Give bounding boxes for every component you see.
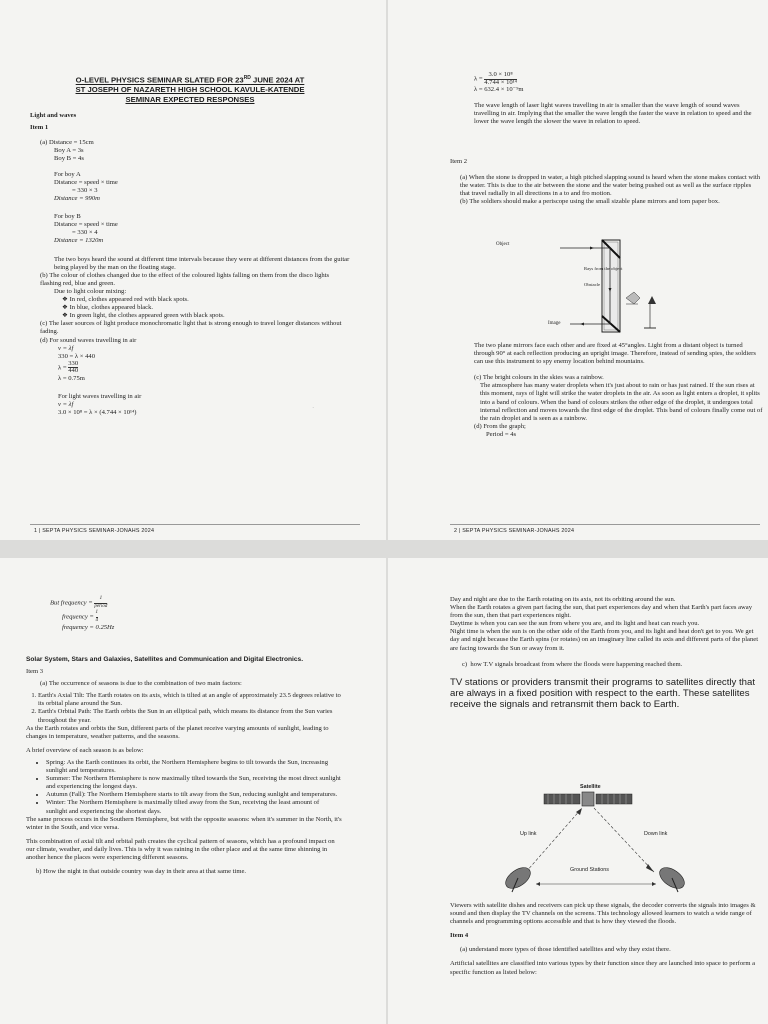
item-4-a: (a) understand more types of those identified satellites and why they exist there.: [460, 946, 671, 954]
eq-light-2: 3.0 × 10⁸ = λ × (4.744 × 10¹⁴): [58, 409, 137, 417]
page-3: [0, 558, 386, 1024]
seasons-list: [34, 759, 342, 816]
hemisphere-paragraph: The same process occurs in the Southern Hemisphere, but with the opposite seasons: when it's summer in the North, it's winter in the South, and vice versa.: [26, 815, 344, 831]
viewers-paragraph: Viewers with satellite dishes and receivers can pick up these signals, the decoder converts the signals into images & sound and then display the TV channels on the screens. This technology allowed learners to watch a wide range of channels and programming options accessible and that is how they viewed the floods.: [450, 902, 758, 926]
boy-a-time: Boy A = 3s: [54, 146, 84, 154]
satellite-diagram: [496, 784, 696, 894]
boy-a-sub: = 330 × 3: [72, 187, 98, 194]
freq-line-1: But frequency = $\frac{1}{\text{period}}$: [50, 596, 108, 609]
diagram-label-satellite: Satellite: [580, 784, 601, 790]
diagram-label-ground: Ground Stations: [570, 867, 609, 873]
page-2-item2: [450, 158, 762, 206]
title-line-1: O-LEVEL PHYSICS SEMINAR SLATED FOR 23RD JUNE 2024 AT: [75, 75, 305, 85]
overview-line: A brief overview of each season is as below:: [26, 746, 144, 754]
footer-rule: [450, 524, 760, 525]
item-3-a: (a) The occurrence of seasons is due to the combination of two main factors:: [40, 680, 242, 688]
season-item: • Summer: The Northern Hemisphere is now maximally tilted towards the Sun, receiving the most direct sunlight and experiencing the longest days.: [46, 775, 342, 791]
diagram-label-obstacle: Obstacle: [584, 282, 601, 287]
bullet-red: ❖ In red, clothes appeared red with black spots.: [62, 296, 189, 304]
day-night-1: Day and night are due to the Earth rotating on its axis, not its orbiting around the sun.: [450, 596, 676, 603]
boy-a-label: For boy A: [54, 170, 81, 178]
part-b: (b) The colour of clothes changed due to the effect of the coloured lights falling on them from the disco lights flashing red, blue and green.: [40, 271, 331, 287]
day-night-2: When the Earth rotates a given part facing the sun, that part experiences day and when that Earth's part faces away from the sun, then that part experiences night.: [450, 604, 754, 620]
page-1-footer: 1 | SEPTA PHYSICS SEMINAR-JONAHS 2024: [34, 528, 155, 534]
eq-sound-4: λ = 0.75m: [58, 374, 85, 382]
boy-b-formula: Distance = speed × time: [54, 221, 118, 229]
eq-light-1: v = λf: [58, 400, 74, 408]
tv-signal-paragraph: TV stations or providers transmit their programs to satellites directly that are always in a fixed position with respect to the earth. These satellites receive the signals and retransmit them back to Earth.: [450, 676, 758, 711]
item-2-b: (b) The soldiers should make a periscope using the small sizable plane mirrors and torn paper box.: [460, 198, 720, 206]
satellite-types-paragraph: Artificial satellites are classified into various types by their function since they are launched into space to perform a specific function as listed below:: [450, 960, 757, 976]
item-2-heading: Item 2: [450, 158, 468, 165]
page-4-content: [450, 596, 762, 710]
page-4-lower: [450, 902, 762, 977]
item-3-b: b) How the night in that outside country was day in their area at that same time.: [36, 868, 247, 876]
light-head: For light waves travelling in air: [58, 392, 142, 400]
freq-line-2: frequency = $\frac{1}{4}$: [62, 610, 99, 623]
eq-sound-3: λ = $\frac{330}{440}$: [58, 359, 79, 375]
lambda-fraction: λ = $\frac{\text{3.0 × 10⁸}}{\text{4.744 × 10¹⁴}}$: [474, 71, 517, 86]
scan-speck: ·: [312, 404, 315, 412]
item-3-heading: Item 3: [26, 668, 44, 676]
item-2-a: (a) When the stone is dropped in water, a high pitched slapping sound is heard when the stone makes contact with the water. This is due to the air between the stone and the water being pushed out as well as the surface ripples that travel radially in all directions in a to and fro motion.: [460, 174, 762, 198]
day-night-3: Daytime is when you can see the sun from where you are, and its light and heat can reach you.: [450, 620, 700, 628]
item-2-d: (d) From the graph;: [474, 422, 526, 430]
season-item: • Autumn (Fall): The Northern Hemisphere starts to tilt away from the Sun, reducing sunlight and temperatures.: [46, 791, 342, 799]
part-d: (d) For sound waves travelling in air: [40, 336, 137, 344]
part-c: (c) The laser sources of light produce monochromatic light that is strong enough to travel longer distances without fading.: [40, 320, 344, 336]
diagram-label-rays: Rays from the object: [584, 266, 623, 271]
rainbow-paragraph: The atmosphere has many water droplets when it's just about to rain or has just rained. If the sun rises at this moment, rays of light will strike the water droplets in the air. As soon as light enters a droplet, it splits into a band of colours. When the band of colours strikes the other edge of the droplet, it undergoes total internal reflection and moves towards the first edge of the droplet. This band of colours finally come out of the rain droplet and is seen as a rainbow.: [480, 382, 765, 422]
periscope-paragraph: The two plane mirrors face each other and are fixed at 45°angles. Light from a distant object is turned through 90° at each reflection producing an upright image. Therefore, instead of sending spies, the soldiers can use this instrument to spy enemy location behind mountains.: [474, 342, 758, 366]
diagram-label-downlink: Down link: [644, 831, 668, 837]
title-line-3: SEMINAR EXPECTED RESPONSES: [125, 94, 255, 104]
section-heading-2: Solar System, Stars and Galaxies, Satellites and Communication and Digital Electronics.: [26, 656, 304, 663]
eq-sound-1: v = λf: [58, 344, 74, 352]
boy-b-result: Distance = 1320m: [54, 237, 104, 245]
seasons-paragraph: As the Earth rotates and orbits the Sun, different parts of the planet receive varying amounts of sunlight, leading to changes in temperature, weather patterns, and the seasons.: [26, 724, 331, 740]
boy-b-label: For boy B: [54, 213, 81, 221]
part-a-head: (a) Distance = 15cm: [40, 138, 94, 146]
item-4-heading: Item 4: [450, 932, 469, 940]
page-4: [388, 558, 768, 1024]
page-2-footer: 2 | SEPTA PHYSICS SEMINAR-JONAHS 2024: [454, 528, 575, 534]
boy-b-sub: = 330 × 4: [72, 229, 98, 237]
diagram-label-image: Image: [548, 321, 561, 326]
boy-b-time: Boy B = 4s: [54, 154, 84, 162]
page-2: [388, 0, 768, 540]
season-item: • Winter: The Northern Hemisphere is maximally tilted away from the Sun, receiving the least amount of sunlight and experiencing the shortest days.: [46, 799, 342, 815]
factor-item: 2. Earth's Orbital Path: The Earth orbits the Sun in an elliptical path, which means its distance from the Sun varies throughout the year.: [38, 708, 342, 724]
boy-a-result: Distance = 990m: [54, 195, 100, 203]
boy-a-formula: Distance = speed × time: [54, 178, 118, 186]
day-night-4: Night time is when the sun is on the other side of the Earth from you, and its light and heat don't get to you. We get day and night because the Earth spins (or rotates) on an imaginary line called its axis and different parts of the planet are facing towards the Sun or away from it.: [450, 628, 760, 652]
diagram-label-uplink: Up link: [520, 831, 537, 837]
item-heading: Item 1: [30, 124, 49, 132]
item-3-c: c) how T.V signals broadcast from where the floods were happening reached them.: [462, 660, 683, 668]
page-1-content: [30, 74, 350, 417]
footer-rule: [30, 524, 360, 525]
cycle-paragraph: This combination of axial tilt and orbital path creates the cyclical pattern of seasons, which has a profound impact on our climate, weather, and daily lives. This is why it was raining in the other place and at the same time shinning in another hence the places were experiencing different seasons.: [26, 837, 337, 861]
page-2-lower: [474, 342, 764, 439]
page-2-content: [474, 72, 764, 126]
title-line-2: ST JOSEPH OF NAZARETH HIGH SCHOOL KAVULE-KATENDE: [75, 85, 305, 95]
factors-list: [26, 692, 342, 724]
explanation-paragraph: The two boys heard the sound at different time intervals because they were at different distances from the guitar being played by the man on the floating stage.: [54, 255, 351, 271]
lambda-result: λ = 632.4 × 10⁻⁹m: [474, 86, 524, 93]
bullet-green: ❖ In green light, the clothes appeared green with black spots.: [62, 312, 225, 320]
page-1: [0, 0, 386, 540]
wavelength-paragraph: The wave length of laser light waves travelling in air is smaller than the wave length of sound waves travelling in air. Implying that the smaller the wave length the faster the wave in relation to speed and the lower the wave length the slower the wave in relation to speed.: [474, 102, 754, 126]
diagram-label-object: Object: [496, 242, 510, 247]
eq-sound-2: 330 = λ × 440: [58, 352, 96, 360]
season-item: • Spring: As the Earth continues its orbit, the Northern Hemisphere begins to tilt towards the Sun, increasing sunlight and temperatures.: [46, 759, 342, 775]
freq-line-3: frequency = 0.25Hz: [62, 624, 115, 631]
factor-item: 1. Earth's Axial Tilt: The Earth rotates on its axis, which is tilted at an angle of approximately 23.5 degrees relative to its orbital plane around the Sun.: [38, 692, 342, 708]
section-heading: Light and waves: [30, 112, 77, 120]
page-3-content: [26, 656, 342, 876]
part-b-sub: Due to light colour mixing:: [54, 287, 127, 295]
item-2-c: (c) The bright colours in the skies was a rainbow.: [474, 374, 604, 382]
bullet-blue: ❖ In blue, clothes appeared black.: [62, 304, 154, 312]
period-value: Period = 4s: [486, 430, 517, 438]
frequency-calc: [50, 596, 300, 632]
